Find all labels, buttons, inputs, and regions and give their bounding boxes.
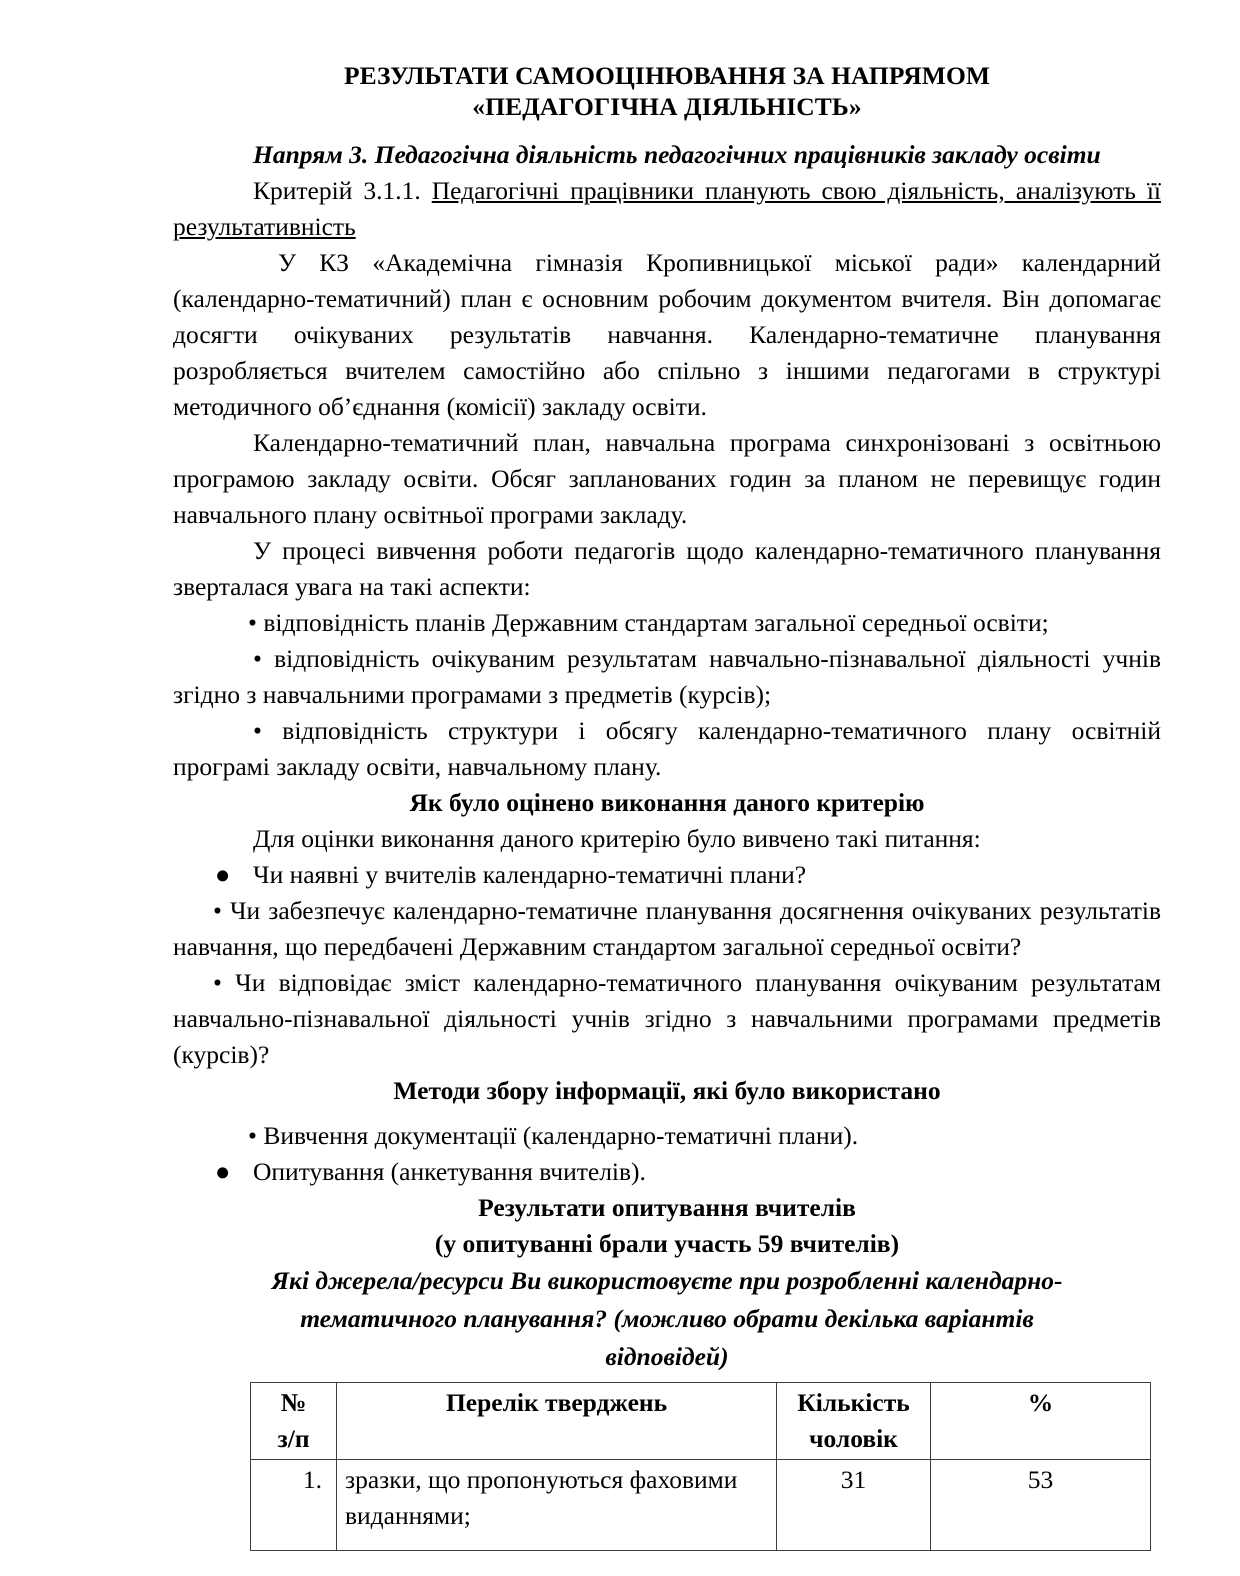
evaluation-heading: Як було оцінено виконання даного критерію <box>409 788 925 817</box>
column-header-statement: Перелік тверджень <box>337 1383 777 1460</box>
bullet-glyph-icon: • <box>253 644 262 673</box>
methods-heading: Методи збору інформації, які було використано <box>393 1076 941 1105</box>
survey-participants-count: (у опитуванні брали участь 59 вчителів) <box>434 1229 900 1258</box>
method-item-1-text: Вивчення документації (календарно-тематичні плани). <box>263 1121 859 1150</box>
bullet-glyph-icon: • <box>253 716 262 745</box>
criterion-paragraph <box>173 173 1161 245</box>
aspect-item-1-text: відповідність планів Державним стандартам загальної середньої освіти; <box>263 608 1049 637</box>
survey-results-table <box>250 1382 1151 1551</box>
question-item-3-text: Чи відповідає зміст календарно-тематичного планування очікуваним результатам навчально-пізнавальної діяльності учнів згідно з навчальними програмами предметів (курсів)? <box>173 968 1162 1069</box>
method-item-2-text: Опитування (анкетування вчителів). <box>253 1157 646 1186</box>
bullet-glyph-icon: • <box>248 608 257 637</box>
cell-percent: 53 <box>931 1460 1151 1551</box>
paragraph-aspects-intro: У процесі вивчення роботи педагогів щодо календарно-тематичного планування зверталася увага на такі аспекти: <box>173 536 1161 601</box>
paragraph-sync: Календарно-тематичний план, навчальна програма синхронізовані з освітньою програмою закладу освіти. Обсяг запланованих годин за планом не перевищує годин навчального плану освітньої програми закладу. <box>173 428 1161 529</box>
table-row <box>251 1460 1151 1551</box>
bullet-glyph-icon: • <box>213 968 222 997</box>
criterion-underlined-text: Педагогічні працівники планують свою діяльність, аналізують її результативність <box>173 176 1161 241</box>
column-header-count-line-1: Кількість <box>797 1388 910 1417</box>
method-item-2 <box>173 1154 1161 1190</box>
cell-row-number: 1. <box>251 1460 337 1551</box>
page-title-line-1: РЕЗУЛЬТАТИ САМООЦІНЮВАННЯ ЗА НАПРЯМОМ <box>343 61 991 90</box>
survey-question-line-2: тематичного планування? (можливо обрати декілька варіантів <box>300 1304 1034 1333</box>
question-item-3 <box>173 965 1161 1073</box>
aspect-item-2 <box>173 641 1161 713</box>
bullet-glyph-icon: • <box>213 896 222 925</box>
column-header-number-line-1: № <box>280 1388 307 1417</box>
question-item-2 <box>173 893 1161 965</box>
question-item-1 <box>173 857 1161 893</box>
question-item-1-text: Чи наявні у вчителів календарно-тематичні плани? <box>253 860 807 889</box>
aspect-item-2-text: відповідність очікуваним результатам навчально-пізнавальної діяльності учнів згідно з навчальними програмами з предметів (курсів); <box>173 644 1161 709</box>
paragraph-intro: У КЗ «Академічна гімназія Кропивницької міської ради» календарний (календарно-тематичний) план є основним робочим документом вчителя. Він допомагає досягти очікуваних результатів навчання. Календарно-тематичне планування розробляється вчителем самостійно або спільно з іншими педагогами в структурі методичного об’єднання (комісії) закладу освіти. <box>173 248 1161 421</box>
aspect-item-3 <box>173 713 1161 785</box>
question-item-2-text: Чи забезпечує календарно-тематичне планування досягнення очікуваних результатів навчання, що передбачені Державним стандартом загальної середньої освіти? <box>173 896 1162 961</box>
bullet-marker-icon: ● <box>215 1157 231 1186</box>
document-body <box>173 60 1161 1551</box>
cell-statement: зразки, що пропонуються фаховими виданнями; <box>337 1460 777 1551</box>
column-header-count-line-2: чоловік <box>809 1424 898 1453</box>
column-header-number <box>251 1383 337 1460</box>
section-heading: Напрям 3. Педагогічна діяльність педагогічних працівників закладу освіти <box>253 140 1101 169</box>
page-title-line-2: «ПЕДАГОГІЧНА ДІЯЛЬНІСТЬ» <box>472 92 862 121</box>
page-title <box>173 60 1161 122</box>
evaluation-intro: Для оцінки виконання даного критерію було вивчено такі питання: <box>253 824 981 853</box>
spacer <box>173 1109 1161 1118</box>
cell-count: 31 <box>777 1460 931 1551</box>
method-item-1 <box>173 1118 1161 1154</box>
survey-question-line-3: відповідей) <box>605 1342 729 1371</box>
aspect-item-1 <box>173 605 1161 641</box>
bullet-marker-icon: ● <box>215 860 231 889</box>
survey-results-heading: Результати опитування вчителів <box>478 1193 856 1222</box>
bullet-glyph-icon: • <box>248 1121 257 1150</box>
table-header-row <box>251 1383 1151 1460</box>
survey-question-line-1: Які джерела/ресурси Ви використовуєте при розробленні календарно- <box>271 1266 1063 1295</box>
criterion-label: Критерій 3.1.1. <box>253 176 432 205</box>
column-header-percent: % <box>931 1383 1151 1460</box>
column-header-number-line-2: з/п <box>277 1424 310 1453</box>
aspect-item-3-text: відповідність структури і обсягу календарно-тематичного плану освітній програмі закладу освіти, навчальному плану. <box>173 716 1161 781</box>
column-header-count <box>777 1383 931 1460</box>
